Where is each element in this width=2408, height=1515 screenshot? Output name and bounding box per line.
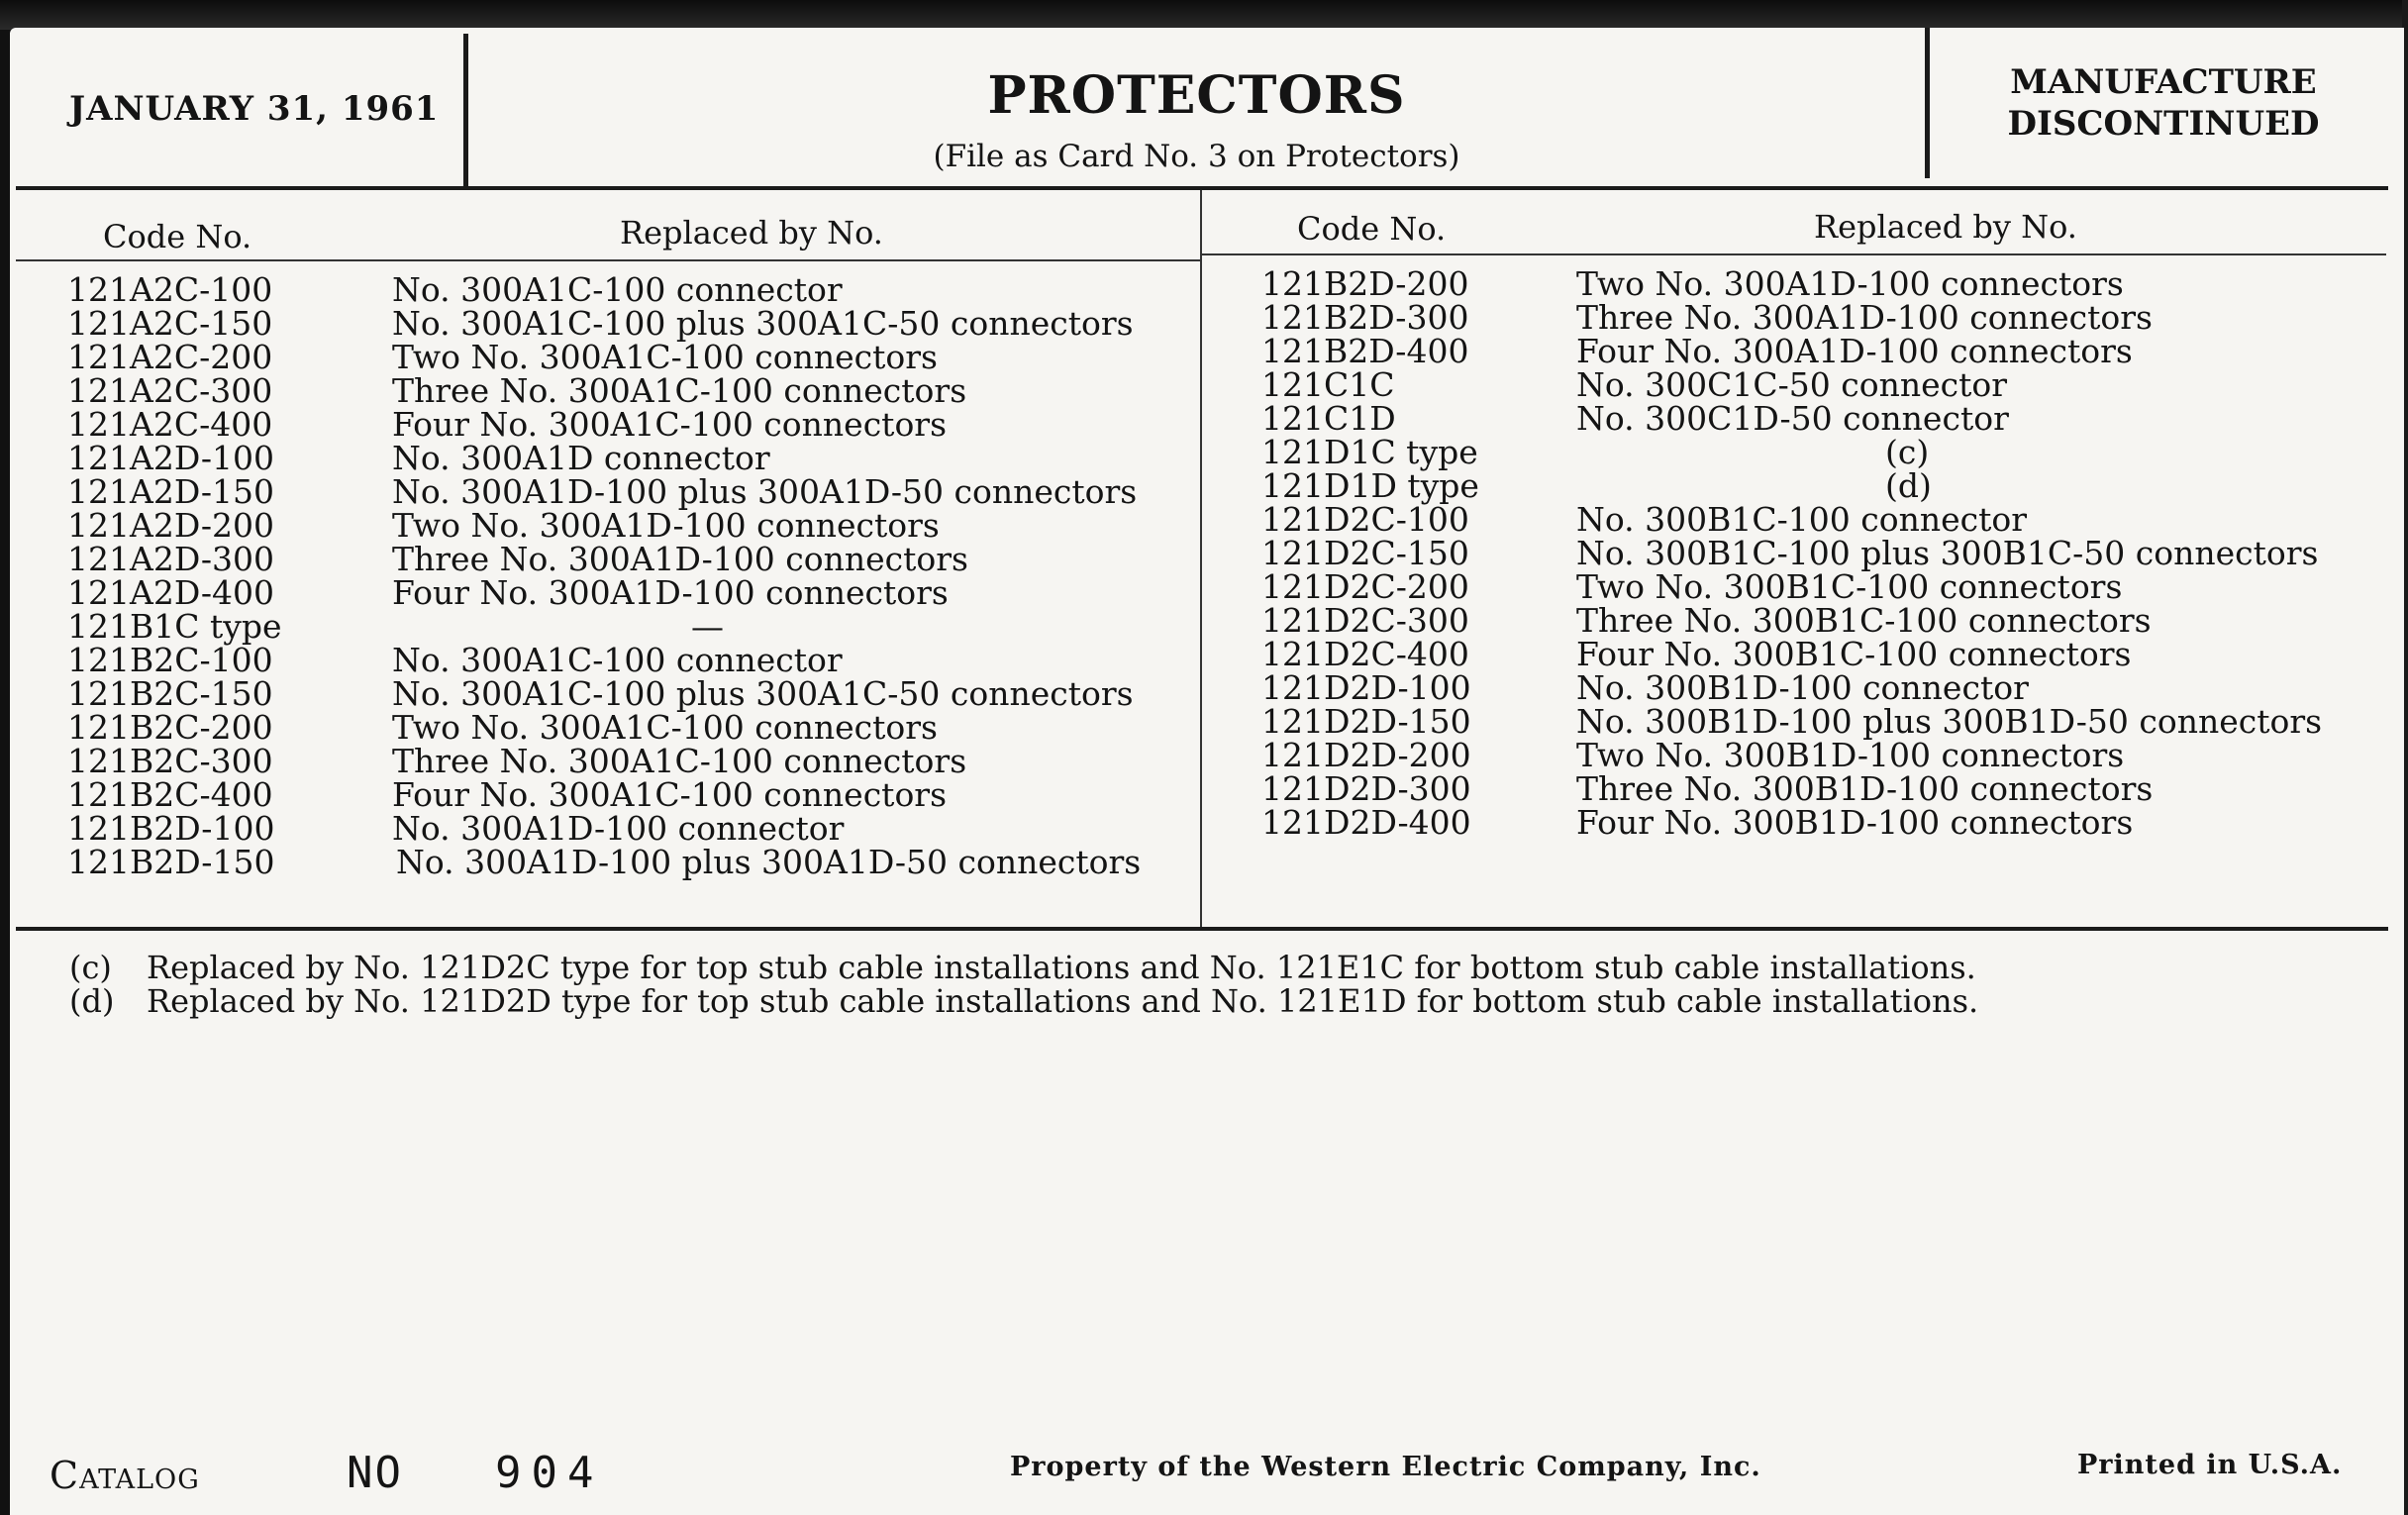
code-cell: 121D2D-200 xyxy=(1261,736,1471,774)
code-cell: 121B1C type xyxy=(67,607,282,646)
table-row xyxy=(67,405,1196,444)
replaced-cell: Three No. 300A1C-100 connectors xyxy=(392,371,967,410)
code-cell: 121A2C-200 xyxy=(67,338,273,376)
code-cell: 121B2C-150 xyxy=(67,674,273,713)
code-cell: 121A2D-300 xyxy=(67,540,275,578)
status-label xyxy=(1931,61,2396,145)
table-row xyxy=(1261,399,2390,438)
table-row xyxy=(1261,500,2390,539)
table-row xyxy=(67,708,1196,747)
code-cell: 121B2C-200 xyxy=(67,708,273,747)
table-row xyxy=(1261,668,2390,707)
code-cell: 121D2D-100 xyxy=(1261,668,1471,707)
table-row xyxy=(1261,534,2390,572)
catalog-card xyxy=(10,28,2404,1515)
header-divider-right xyxy=(1925,28,1930,178)
code-cell: 121D2C-400 xyxy=(1261,635,1469,673)
replaced-cell: No. 300B1C-100 plus 300B1C-50 connectors xyxy=(1576,534,2319,572)
replaced-cell: Four No. 300B1D-100 connectors xyxy=(1576,803,2134,842)
code-cell: 121A2D-400 xyxy=(67,573,275,612)
table-row xyxy=(1261,332,2390,370)
code-cell: 121A2C-300 xyxy=(67,371,273,410)
code-cell: 121A2D-200 xyxy=(67,506,275,545)
replaced-cell: Four No. 300A1C-100 connectors xyxy=(392,775,948,814)
left-table-body xyxy=(67,270,1196,881)
status-line-2: DISCONTINUED xyxy=(2007,104,2320,144)
footnote-text: Replaced by No. 121D2C type for top stub cable installations and No. 121E1C for bottom stub cable installations. xyxy=(147,949,1976,986)
replaced-cell: No. 300B1D-100 plus 300B1D-50 connectors xyxy=(1576,702,2323,741)
replaced-cell: (d) xyxy=(1885,466,1932,505)
replaced-cell: No. 300A1D connector xyxy=(392,439,770,477)
card-subtitle: (File as Card No. 3 on Protectors) xyxy=(933,139,1460,174)
table-row xyxy=(67,641,1196,679)
replaced-cell: Two No. 300B1C-100 connectors xyxy=(1576,567,2123,606)
replaced-cell: No. 300A1D-100 plus 300A1D-50 connectors xyxy=(392,472,1138,511)
code-cell: 121B2D-300 xyxy=(1261,298,1469,337)
code-cell: 121A2D-150 xyxy=(67,472,275,511)
table-row xyxy=(67,506,1196,545)
table-row xyxy=(1261,567,2390,606)
replaced-cell: Two No. 300A1C-100 connectors xyxy=(392,708,938,747)
scan-top-border xyxy=(0,0,2408,30)
replaced-cell: Four No. 300B1C-100 connectors xyxy=(1576,635,2132,673)
replaced-cell: No. 300A1C-100 connector xyxy=(392,270,843,309)
table-row xyxy=(1261,298,2390,337)
catalog-number: 904 xyxy=(495,1448,604,1498)
code-cell: 121A2C-400 xyxy=(67,405,273,444)
code-cell: 121A2D-100 xyxy=(67,439,275,477)
replaced-cell: (c) xyxy=(1885,433,1930,471)
code-cell: 121B2D-400 xyxy=(1261,332,1469,370)
table-row xyxy=(1261,635,2390,673)
table-row xyxy=(1261,365,2390,404)
table-row xyxy=(67,843,1196,881)
table-row xyxy=(67,573,1196,612)
code-cell: 121C1D xyxy=(1261,399,1396,438)
replaced-cell: Two No. 300A1D-100 connectors xyxy=(392,506,940,545)
code-cell: 121D2C-200 xyxy=(1261,567,1469,606)
left-code-header: Code No. xyxy=(103,218,252,255)
replaced-cell: Four No. 300A1D-100 connectors xyxy=(1576,332,2133,370)
right-table-body xyxy=(1261,264,2390,842)
code-cell: 121D2C-300 xyxy=(1261,601,1469,640)
replaced-cell: Two No. 300A1D-100 connectors xyxy=(1576,264,2124,303)
code-cell: 121B2C-100 xyxy=(67,641,273,679)
table-row xyxy=(67,338,1196,376)
table-row xyxy=(67,674,1196,713)
card-header xyxy=(10,28,2404,186)
code-cell: 121A2C-150 xyxy=(67,304,273,343)
table-row xyxy=(1261,433,2390,471)
catalog-label: Catalog xyxy=(50,1454,200,1497)
replaced-cell: No. 300A1C-100 connector xyxy=(392,641,843,679)
table-row xyxy=(1261,702,2390,741)
code-cell: 121D2D-400 xyxy=(1261,803,1471,842)
code-cell: 121D2C-150 xyxy=(1261,534,1469,572)
replaced-cell: Three No. 300A1C-100 connectors xyxy=(392,742,967,780)
replaced-cell: No. 300A1C-100 plus 300A1C-50 connectors xyxy=(392,674,1134,713)
code-cell: 121B2D-100 xyxy=(67,809,275,848)
code-cell: 121D2D-150 xyxy=(1261,702,1471,741)
table-column-divider xyxy=(1200,190,1202,927)
card-date: JANUARY 31, 1961 xyxy=(69,89,440,129)
replaced-cell: No. 300C1D-50 connector xyxy=(1576,399,2009,438)
footnote-mark: (d) xyxy=(69,982,115,1020)
footnote-mark: (c) xyxy=(69,949,112,986)
footnote-text: Replaced by No. 121D2D type for top stub cable installations and No. 121E1D for bottom stub cable installations. xyxy=(147,982,1979,1020)
table-row xyxy=(1261,736,2390,774)
code-cell: 121B2D-150 xyxy=(67,843,275,881)
left-header-rule xyxy=(16,259,1200,261)
table-row xyxy=(67,472,1196,511)
code-cell: 121D2C-100 xyxy=(1261,500,1469,539)
right-replaced-header: Replaced by No. xyxy=(1814,208,2077,246)
card-title: PROTECTORS xyxy=(987,65,1406,126)
table-bottom-rule xyxy=(16,927,2388,931)
status-line-1: MANUFACTURE xyxy=(2010,62,2317,102)
table-row xyxy=(1261,264,2390,303)
header-rule xyxy=(16,186,2388,190)
table-row xyxy=(67,439,1196,477)
replaced-cell: Three No. 300B1C-100 connectors xyxy=(1576,601,2152,640)
printed-notice: Printed in U.S.A. xyxy=(2077,1450,2343,1480)
catalog-no-label: NO xyxy=(347,1448,403,1498)
right-code-header: Code No. xyxy=(1297,210,1447,248)
replaced-cell: Two No. 300B1D-100 connectors xyxy=(1576,736,2125,774)
code-cell: 121D1C type xyxy=(1261,433,1478,471)
table-row xyxy=(67,371,1196,410)
table-row xyxy=(1261,769,2390,808)
replaced-cell: Four No. 300A1C-100 connectors xyxy=(392,405,948,444)
replaced-cell: — xyxy=(691,607,724,646)
code-cell: 121D1D type xyxy=(1261,466,1479,505)
code-cell: 121B2C-400 xyxy=(67,775,273,814)
replaced-cell: Three No. 300A1D-100 connectors xyxy=(392,540,968,578)
table-row xyxy=(67,607,1196,646)
property-notice: Property of the Western Electric Company, Inc. xyxy=(1010,1452,1761,1482)
table-row xyxy=(1261,803,2390,842)
replaced-cell: No. 300C1C-50 connector xyxy=(1576,365,2008,404)
replaced-cell: Three No. 300B1D-100 connectors xyxy=(1576,769,2154,808)
code-cell: 121D2D-300 xyxy=(1261,769,1471,808)
replaced-cell: No. 300A1C-100 plus 300A1C-50 connectors xyxy=(392,304,1134,343)
right-header-rule xyxy=(1202,253,2386,255)
table-row xyxy=(67,304,1196,343)
replaced-cell: No. 300A1D-100 connector xyxy=(392,809,845,848)
table-row xyxy=(67,809,1196,848)
replaced-cell: Three No. 300A1D-100 connectors xyxy=(1576,298,2153,337)
code-cell: 121A2C-100 xyxy=(67,270,273,309)
replaced-cell: No. 300A1D-100 plus 300A1D-50 connectors xyxy=(396,843,1142,881)
table-row xyxy=(67,540,1196,578)
table-row xyxy=(67,742,1196,780)
replaced-cell: Four No. 300A1D-100 connectors xyxy=(392,573,949,612)
table-row xyxy=(1261,466,2390,505)
replaced-cell: No. 300B1C-100 connector xyxy=(1576,500,2028,539)
table-row xyxy=(67,775,1196,814)
table-row xyxy=(1261,601,2390,640)
code-cell: 121B2D-200 xyxy=(1261,264,1469,303)
replaced-cell: No. 300B1D-100 connector xyxy=(1576,668,2029,707)
code-cell: 121C1C xyxy=(1261,365,1395,404)
replaced-cell: Two No. 300A1C-100 connectors xyxy=(392,338,938,376)
table-row xyxy=(67,270,1196,309)
left-replaced-header: Replaced by No. xyxy=(620,214,883,252)
code-cell: 121B2C-300 xyxy=(67,742,273,780)
